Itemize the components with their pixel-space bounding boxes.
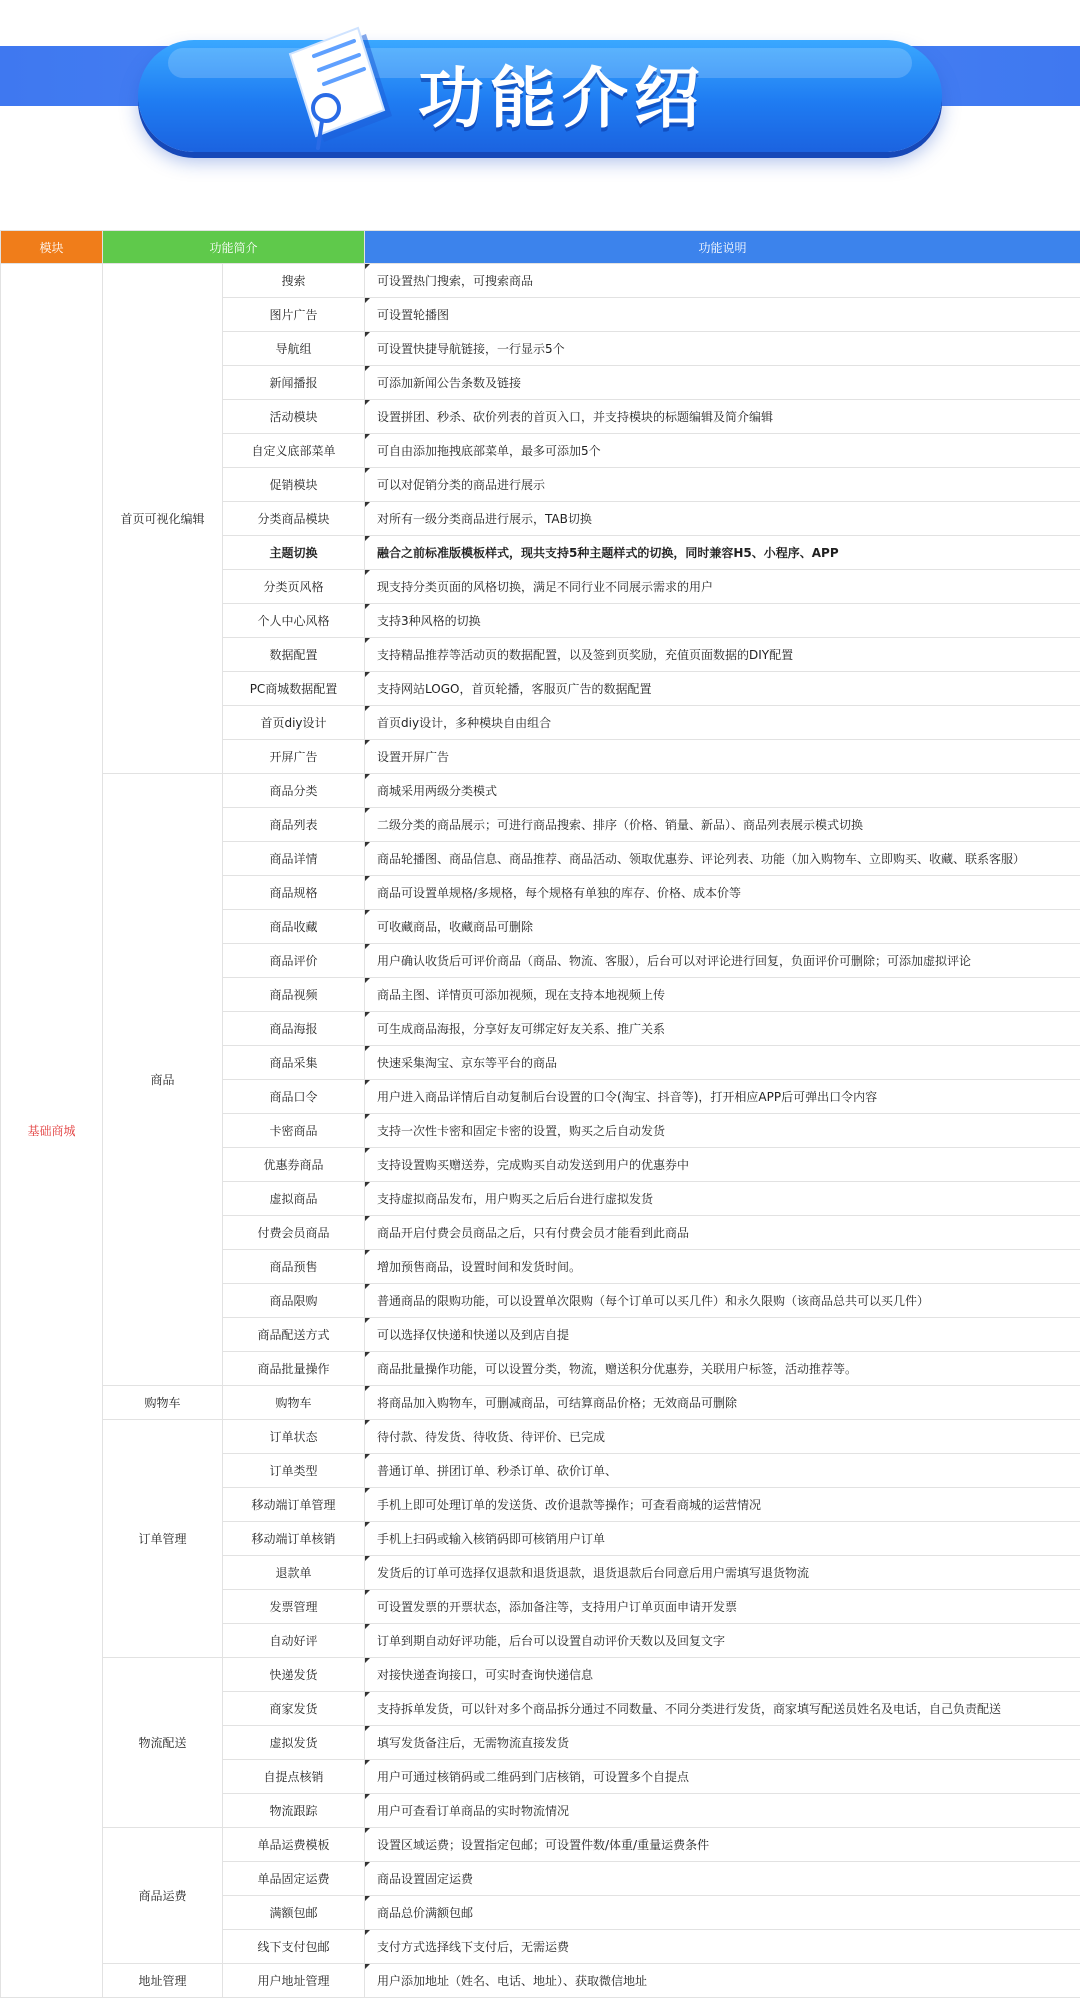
feature-cell: 虚拟发货 (223, 1726, 365, 1760)
description-cell: 设置区域运费；设置指定包邮；可设置件数/体重/重量运费条件 (365, 1828, 1080, 1862)
description-cell: 商品可设置单规格/多规格，每个规格有单独的库存、价格、成本价等 (365, 876, 1080, 910)
feature-cell: 分类商品模块 (223, 502, 365, 536)
description-cell: 将商品加入购物车，可删减商品，可结算商品价格；无效商品可删除 (365, 1386, 1080, 1420)
feature-cell: 用户地址管理 (223, 1964, 365, 1998)
group-cell: 物流配送 (103, 1658, 223, 1828)
table-row (1, 1964, 1080, 1998)
description-cell: 商品总价满额包邮 (365, 1896, 1080, 1930)
description-cell: 可设置快捷导航链接，一行显示5个 (365, 332, 1080, 366)
feature-cell: 商品预售 (223, 1250, 365, 1284)
page-title: 功能介绍 (418, 60, 706, 137)
feature-cell: 单品固定运费 (223, 1862, 365, 1896)
header-brief: 功能简介 (103, 231, 365, 264)
feature-cell: 虚拟商品 (223, 1182, 365, 1216)
feature-cell: 导航组 (223, 332, 365, 366)
description-cell: 用户可查看订单商品的实时物流情况 (365, 1794, 1080, 1828)
description-cell: 订单到期自动好评功能，后台可以设置自动评价天数以及回复文字 (365, 1624, 1080, 1658)
description-cell: 融合之前标准版模板样式，现共支持5种主题样式的切换，同时兼容H5、小程序、APP (365, 536, 1080, 570)
description-cell: 用户确认收货后可评价商品（商品、物流、客服），后台可以对评论进行回复，负面评价可删除；可添加虚拟评论 (365, 944, 1080, 978)
table-row (1, 1658, 1080, 1692)
description-cell: 二级分类的商品展示；可进行商品搜索、排序（价格、销量、新品）、商品列表展示模式切换 (365, 808, 1080, 842)
feature-cell: 物流跟踪 (223, 1794, 365, 1828)
group-cell: 商品 (103, 774, 223, 1386)
description-cell: 现支持分类页面的风格切换，满足不同行业不同展示需求的用户 (365, 570, 1080, 604)
description-cell: 发货后的订单可选择仅退款和退货退款，退货退款后台同意后用户需填写退货物流 (365, 1556, 1080, 1590)
description-cell: 商城采用两级分类模式 (365, 774, 1080, 808)
feature-cell: 自动好评 (223, 1624, 365, 1658)
description-cell: 首页diy设计，多种模块自由组合 (365, 706, 1080, 740)
feature-cell: 发票管理 (223, 1590, 365, 1624)
description-cell: 商品开启付费会员商品之后，只有付费会员才能看到此商品 (365, 1216, 1080, 1250)
feature-cell: 付费会员商品 (223, 1216, 365, 1250)
feature-cell: 新闻播报 (223, 366, 365, 400)
group-cell: 订单管理 (103, 1420, 223, 1658)
description-cell: 可设置发票的开票状态，添加备注等，支持用户订单页面申请开发票 (365, 1590, 1080, 1624)
table-row (1, 1420, 1080, 1454)
feature-cell: 移动端订单管理 (223, 1488, 365, 1522)
group-cell: 地址管理 (103, 1964, 223, 1998)
feature-cell: 商品采集 (223, 1046, 365, 1080)
document-icon (270, 20, 410, 160)
feature-cell: 数据配置 (223, 638, 365, 672)
header-module: 模块 (1, 231, 103, 264)
description-cell: 可自由添加拖拽底部菜单，最多可添加5个 (365, 434, 1080, 468)
description-cell: 商品设置固定运费 (365, 1862, 1080, 1896)
feature-cell: 图片广告 (223, 298, 365, 332)
feature-cell: 主题切换 (223, 536, 365, 570)
description-cell: 支持精品推荐等活动页的数据配置，以及签到页奖励，充值页面数据的DIY配置 (365, 638, 1080, 672)
feature-cell: 商品批量操作 (223, 1352, 365, 1386)
description-cell: 普通订单、拼团订单、秒杀订单、砍价订单、 (365, 1454, 1080, 1488)
feature-cell: 自提点核销 (223, 1760, 365, 1794)
feature-cell: 商品详情 (223, 842, 365, 876)
description-cell: 可以选择仅快递和快递以及到店自提 (365, 1318, 1080, 1352)
description-cell: 商品主图、详情页可添加视频，现在支持本地视频上传 (365, 978, 1080, 1012)
description-cell: 商品批量操作功能，可以设置分类，物流，赠送积分优惠券，关联用户标签，活动推荐等。 (365, 1352, 1080, 1386)
group-cell: 首页可视化编辑 (103, 264, 223, 774)
description-cell: 设置拼团、秒杀、砍价列表的首页入口，并支持模块的标题编辑及简介编辑 (365, 400, 1080, 434)
description-cell: 可设置轮播图 (365, 298, 1080, 332)
description-cell: 快速采集淘宝、京东等平台的商品 (365, 1046, 1080, 1080)
description-cell: 设置开屏广告 (365, 740, 1080, 774)
description-cell: 可以对促销分类的商品进行展示 (365, 468, 1080, 502)
description-cell: 可生成商品海报，分享好友可绑定好友关系、推广关系 (365, 1012, 1080, 1046)
table-body (1, 264, 1080, 1998)
feature-cell: 线下支付包邮 (223, 1930, 365, 1964)
description-cell: 普通商品的限购功能，可以设置单次限购（每个订单可以买几件）和永久限购（该商品总共可以买几件） (365, 1284, 1080, 1318)
feature-cell: 活动模块 (223, 400, 365, 434)
table-row (1, 1386, 1080, 1420)
feature-cell: 商品海报 (223, 1012, 365, 1046)
feature-cell: 开屏广告 (223, 740, 365, 774)
description-cell: 支付方式选择线下支付后，无需运费 (365, 1930, 1080, 1964)
description-cell: 支持虚拟商品发布，用户购买之后后台进行虚拟发货 (365, 1182, 1080, 1216)
description-cell: 待付款、待发货、待收货、待评价、已完成 (365, 1420, 1080, 1454)
feature-cell: 商品评价 (223, 944, 365, 978)
feature-cell: 移动端订单核销 (223, 1522, 365, 1556)
table-row (1, 774, 1080, 808)
feature-cell: 首页diy设计 (223, 706, 365, 740)
description-cell: 支持3种风格的切换 (365, 604, 1080, 638)
feature-cell: 卡密商品 (223, 1114, 365, 1148)
feature-cell: 满额包邮 (223, 1896, 365, 1930)
description-cell: 可设置热门搜索，可搜索商品 (365, 264, 1080, 298)
feature-cell: 优惠券商品 (223, 1148, 365, 1182)
table-row (1, 1828, 1080, 1862)
feature-cell: 退款单 (223, 1556, 365, 1590)
header-banner (0, 0, 1080, 230)
description-cell: 对接快递查询接口，可实时查询快递信息 (365, 1658, 1080, 1692)
description-cell: 支持拆单发货，可以针对多个商品拆分通过不同数量、不同分类进行发货，商家填写配送员姓名及电话，自己负责配送 (365, 1692, 1080, 1726)
feature-cell: 商品限购 (223, 1284, 365, 1318)
module-cell: 基础商城 (1, 264, 103, 1998)
description-cell: 用户可通过核销码或二维码到门店核销，可设置多个自提点 (365, 1760, 1080, 1794)
group-cell: 购物车 (103, 1386, 223, 1420)
feature-cell: 购物车 (223, 1386, 365, 1420)
feature-cell: 促销模块 (223, 468, 365, 502)
description-cell: 手机上即可处理订单的发送货、改价退款等操作；可查看商城的运营情况 (365, 1488, 1080, 1522)
feature-cell: 商品配送方式 (223, 1318, 365, 1352)
description-cell: 增加预售商品，设置时间和发货时间。 (365, 1250, 1080, 1284)
group-cell: 商品运费 (103, 1828, 223, 1964)
feature-cell: 订单类型 (223, 1454, 365, 1488)
description-cell: 支持一次性卡密和固定卡密的设置，购买之后自动发货 (365, 1114, 1080, 1148)
feature-cell: 订单状态 (223, 1420, 365, 1454)
table-header-row (1, 231, 1080, 264)
feature-cell: 商品规格 (223, 876, 365, 910)
feature-cell: 单品运费模板 (223, 1828, 365, 1862)
feature-table (0, 230, 1080, 1998)
feature-cell: 自定义底部菜单 (223, 434, 365, 468)
feature-cell: 商品收藏 (223, 910, 365, 944)
description-cell: 可添加新闻公告条数及链接 (365, 366, 1080, 400)
feature-table-wrap (0, 230, 1080, 1998)
feature-cell: 分类页风格 (223, 570, 365, 604)
description-cell: 填写发货备注后，无需物流直接发货 (365, 1726, 1080, 1760)
feature-cell: 商品视频 (223, 978, 365, 1012)
description-cell: 支持网站LOGO，首页轮播，客服页广告的数据配置 (365, 672, 1080, 706)
description-cell: 用户进入商品详情后自动复制后台设置的口令(淘宝、抖音等)，打开相应APP后可弹出口令内容 (365, 1080, 1080, 1114)
feature-cell: 搜索 (223, 264, 365, 298)
feature-cell: PC商城数据配置 (223, 672, 365, 706)
feature-cell: 商品列表 (223, 808, 365, 842)
feature-cell: 商家发货 (223, 1692, 365, 1726)
description-cell: 手机上扫码或输入核销码即可核销用户订单 (365, 1522, 1080, 1556)
feature-cell: 个人中心风格 (223, 604, 365, 638)
description-cell: 支持设置购买赠送券，完成购买自动发送到用户的优惠券中 (365, 1148, 1080, 1182)
description-cell: 可收藏商品，收藏商品可删除 (365, 910, 1080, 944)
feature-cell: 商品口令 (223, 1080, 365, 1114)
table-row (1, 264, 1080, 298)
description-cell: 用户添加地址（姓名、电话、地址）、获取微信地址 (365, 1964, 1080, 1998)
description-cell: 商品轮播图、商品信息、商品推荐、商品活动、领取优惠券、评论列表、功能（加入购物车、立即购买、收藏、联系客服） (365, 842, 1080, 876)
feature-cell: 商品分类 (223, 774, 365, 808)
description-cell: 对所有一级分类商品进行展示，TAB切换 (365, 502, 1080, 536)
feature-cell: 快递发货 (223, 1658, 365, 1692)
header-desc: 功能说明 (365, 231, 1080, 264)
